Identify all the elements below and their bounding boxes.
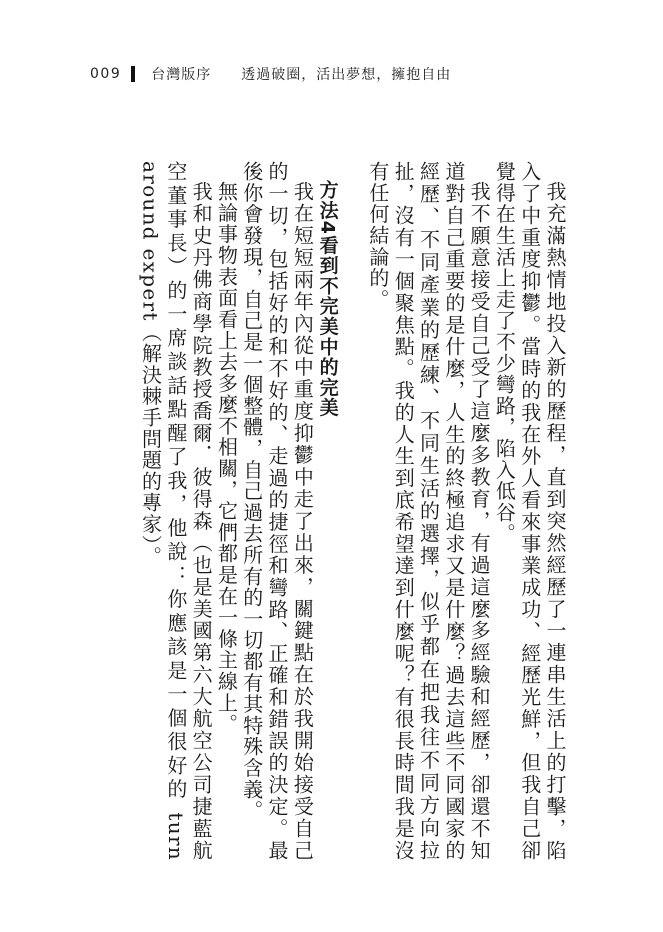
paragraph-5: 我和史丹佛商學院教授喬爾．彼得森（也是美國第六大航空公司捷藍航空董事長）的一席談話點醒了我，他說：你應該是一個很好的 turn around expert（解決棘手問題的專家）。 <box>138 161 214 861</box>
paragraph-4: 無論事物表面看上去多麼不相關，它們都是在一條主線上。 <box>214 181 239 735</box>
vertical-body-text <box>89 161 567 861</box>
method-title: 看到不完美中的完美 <box>316 235 339 418</box>
page-number: 009 <box>90 66 122 82</box>
method-heading <box>314 161 339 861</box>
method-label: 方法4 <box>316 180 339 236</box>
section-label: 台灣版序 <box>151 67 212 83</box>
chapter-title: 透過破圈，活出夢想，擁抱自由 <box>241 67 452 83</box>
running-header <box>90 64 451 84</box>
paragraph-1: 我充滿熱情地投入新的歷程，直到突然經歷了一連串生活上的打擊，陷入了中重度抑鬱。當時的我在外人看來事業成功、經歷光鮮，但我自己卻覺得在生活上走了不少彎路，陷入低谷。 <box>492 161 567 861</box>
header-bar-mark <box>131 66 135 82</box>
paragraph-2: 我不願意接受自己受了這麼多教育，有過這麼多經驗和經歷，卻還不知道對自己重要的是什麼，人生的終極追求又是什麼？過去這些不同國家的經歷、不同產業的歷練、不同生活的選擇，似乎都在把我往不同方向拉扯，沒有一個聚焦點。我的人生到底希望達到什麼呢？有很長時間我是沒有任何結論的。 <box>365 161 492 861</box>
paragraph-3: 我在短短兩年內從中重度抑鬱中走了出來，關鍵點在於我開始接受自己的一切，包括好的和不好的、走過的捷徑和彎路、正確和錯誤的決定。最後你會發現，自己是一個整體，自己過去所有的一切都有其特殊含義。 <box>239 161 315 861</box>
